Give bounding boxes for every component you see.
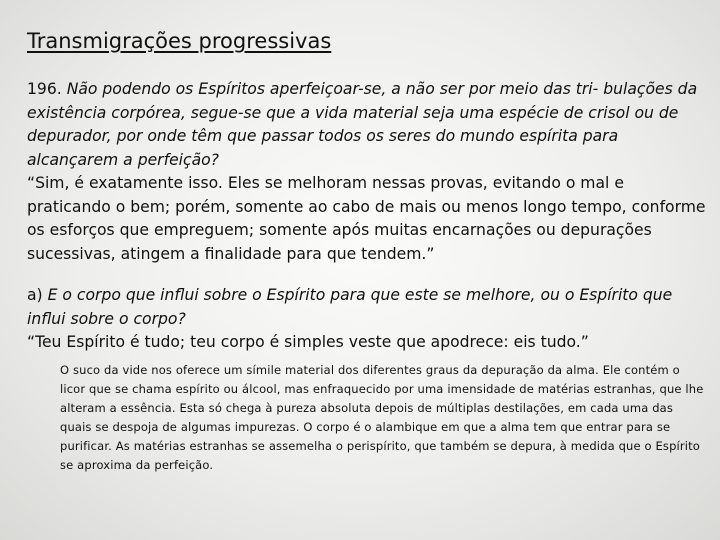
spacer xyxy=(27,266,707,284)
question-a-prefix: a) xyxy=(27,286,48,304)
answer-196: “Sim, é exatamente isso. Eles se melhoram nessas provas, evitando o mal e praticando o bem; porém, somente ao cabo de mais ou menos longo tempo, conforme os esforços que empreguem; somente após muitas encarnações ou depurações sucessivas, atingem a finalidade para que tendem.” xyxy=(27,174,706,263)
question-a-text: E o corpo que influi sobre o Espírito para que este se melhore, ou o Espírito que influi sobre o corpo? xyxy=(27,286,673,328)
slide-title: Transmigrações progressivas xyxy=(27,29,332,53)
question-text: Não podendo os Espíritos aperfeiçoar-se, a não ser por meio das tri- bulações da existência corpórea, segue-se que a vida material seja uma espécie de crisol ou de depurador, por onde têm que passar todos os seres do mundo espírita para alcançarem a perfeição? xyxy=(27,80,698,169)
question-a xyxy=(27,284,707,331)
question-number: 196. xyxy=(27,80,67,98)
answer-a: “Teu Espírito é tudo; teu corpo é simples veste que apodrece: eis tudo.” xyxy=(27,333,589,351)
question-196 xyxy=(27,78,707,172)
commentary-note: O suco da vide nos oferece um símile material dos diferentes graus da depuração da alma. Ele contém o licor que se chama espírito ou álcool, mas enfraquecido por uma imensidade de matérias estranhas, que lhe alteram a essência. Esta só chega à pureza absoluta depois de múltiplas destilações, em cada uma das quais se despoja de algumas impurezas. O corpo é o alambique em que a alma tem que entrar para se purificar. As matérias estranhas se assemelha o perispírito, que também se depura, à medida que o Espírito se aproxima da perfeição. xyxy=(60,362,704,472)
slide xyxy=(27,28,707,475)
